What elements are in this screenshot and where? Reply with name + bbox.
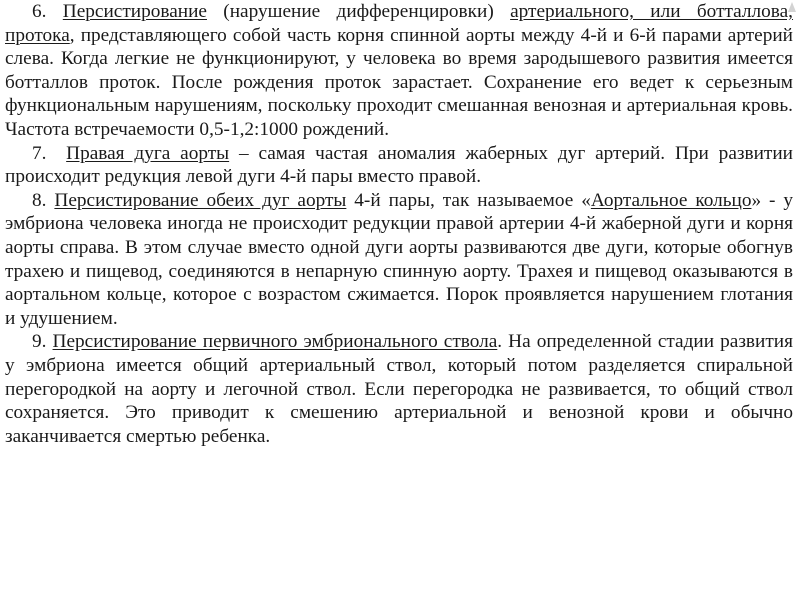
term-truncus-arteriosus: Персистирование первичного эмбрионального ствола — [52, 331, 498, 353]
term-ductus-arteriosus: артериального, или ботталлова, протока — [5, 1, 794, 46]
paragraph-text: , представляющего собой часть корня спинной аорты между 4-й и 6-й парами артерий слева. Когда легкие не функционируют, у человека во время зародышевого развития имеется ботталлов проток. После рождения проток зарастает. Сохранение его ведет к серьезным функциональным нарушениям, поскольку проходит смешанная венозная и артериальная кровь. Частота встречаемости 0,5-1,2:1000 рождений. — [5, 24, 793, 140]
paragraph-9 — [5, 330, 793, 448]
paragraph-text: . На определенной стадии развития у эмбриона имеется общий артериальный ствол, который потом разделяется спиральной перегородкой на аорту и легочной ствол. Если перегородка не развивается, то общий ствол сохраняется. Это приводит к смешению артериальной и венозной крови и обычно заканчивается смертью ребенка. — [5, 331, 793, 447]
term-aortic-ring: Аортальное кольцо — [590, 189, 752, 211]
paragraph-6 — [5, 0, 793, 142]
paragraph-8 — [5, 189, 793, 331]
paragraph-text: (нарушение дифференцировки) — [206, 1, 511, 22]
paragraph-7 — [5, 142, 793, 189]
item-number: 6. — [32, 1, 47, 22]
document-page — [5, 0, 793, 600]
paragraph-text: – самая частая аномалия жаберных дуг артерий. При развитии происходит редукция левой дуги 4-й пары вместо правой. — [5, 142, 793, 188]
paragraph-text: » - у эмбриона человека иногда не происходит редукции правой артерии 4-й жаберной дуги и корня аорты справа. В этом случае вместо одной дуги аорты развиваются две дуги, которые обогнув трахею и пищевод, соединяются в непарную спинную аорту. Трахея и пищевод оказываются в аортальном кольце, которое с возрастом сжимается. Порок проявляется нарушением глотания и удушением. — [5, 189, 793, 329]
item-number: 7. — [32, 142, 47, 164]
item-number: 9. — [32, 331, 47, 353]
term-right-aortic-arch: Правая дуга аорты — [66, 142, 230, 164]
paragraph-text: 4-й пары, так называемое « — [346, 189, 591, 211]
item-number: 8. — [32, 189, 47, 211]
term-double-aortic-arch: Персистирование обеих дуг аорты — [54, 189, 347, 211]
term-persistence: Персистирование — [62, 1, 207, 22]
